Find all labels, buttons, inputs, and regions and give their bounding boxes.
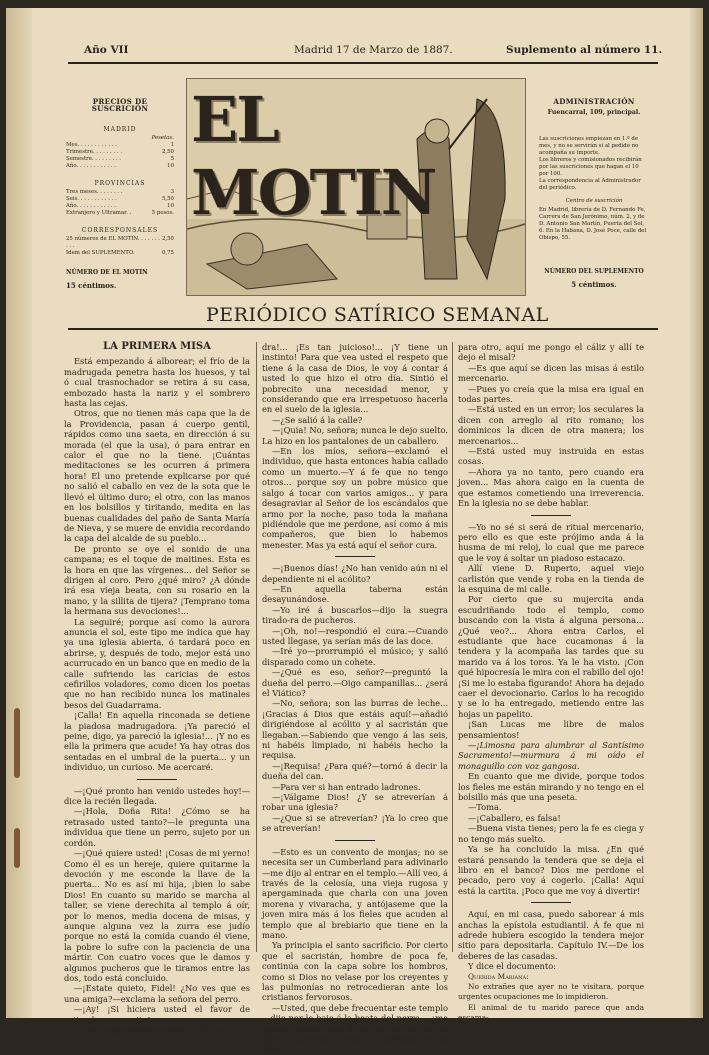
article-column-1 [64, 342, 250, 1035]
centro-text: En Madrid, librería de D. Fernando Fe, Carrera de San Jerónimo, núm. 2, y de D. Antonio San Martín, Puerta del Sol, 6. En la Habana, D. José Poce, calle del Obispo, 55. [539, 207, 647, 241]
paragraph: —¿Que si se atreverían? ¡Ya lo creo que se atreverían! [262, 812, 448, 834]
supplement-number: Suplemento al número 11. [506, 44, 663, 56]
newspaper-subtitle: PERIÓDICO SATÍRICO SEMANAL [206, 304, 549, 326]
price-row: Seis. . . . . . . . . . . . 5,50 [66, 196, 174, 202]
administration-box [539, 98, 649, 288]
admin-note: La correspondencia al Administrador del periódico. [539, 178, 641, 191]
paragraph: —Está usted en un error; los seculares la dicen con arreglo al rito romano; los dominicos la dicen de otra manera; los mercenarios... [458, 404, 644, 446]
paragraph: Otros, que no tienen más capa que la de la Providencia, pasan á cuerpo gentil, rápidos como una saeta, en dirección á su morada (el que la usa), ó para entrar en calor el que no la tiene. ¡Cuántas meditaciones se les ocurren á primera hora! El uno pretende explicarse por qué no salió el caballo en vez de la sota que le llevó el último duro; el otro, con las manos en los bolsillos y tiritando, medita en las buenas cualidades del paño de Santa María de Nieva, y se muere de envidia recordando la capa del alcalde de su pueblo... [64, 408, 250, 544]
supplement-price: 5 céntimos. [571, 280, 617, 289]
letter-paragraph: El animal de tu marido parece que anda escama- [458, 1002, 644, 1023]
paragraph: —¡Hola, Doña Rita! ¿Cómo se ha retrasado usted tanto?—le pregunta una individua que tiene un perro, sujeto por un cordón. [64, 806, 250, 848]
paragraph: —Está usted muy instruida en estas cosas. [458, 446, 644, 467]
paragraph: —¡Quia! No, señora; nunca le dejo suelto. La hizo en los pantalones de un caballero. [262, 425, 448, 446]
section-separator [137, 779, 177, 780]
admin-heading: ADMINISTRACIÓN [553, 97, 635, 106]
paragraph: —No, señora; son las burras de leche... ¡Gracias á Dios que estáis aquí!—añadió dirigiéndose al acólito y al sacristán que llegaban.—Sabiendo que vengo á las seis, ni habéis limpiado, ni habéis hecho la requisa. [262, 698, 448, 761]
paragraph: —Pues yo creía que la misa era igual en todas partes. [458, 383, 644, 405]
number-label: NÚMERO DE EL MOTIN [66, 269, 148, 276]
admin-address: Fuencarral, 109, principal. [547, 109, 641, 116]
admin-note: Las suscriciones empiezan en 1.º de mes, y no se servirán si al pedido no acompaña su importe. [539, 136, 639, 156]
paragraph: De pronto se oye el sonido de una campana; es el toque de maitines. Esta es la hora en que las vírgenes... del Señor se dirigen al coro. Pero ¿qué miro? ¿A dónde irá esa vieja beata, con su rosario en la mano, y la sillita de tijera? ¡Temprano toma la hermana sus devociones!... [64, 543, 250, 617]
paragraph: —Esto es un convento de monjas; no se necesita ser un Cumberland para adivinarlo—me dijo al entrar en el templo.—Allí veo, á través de la celosía, una vieja rugosa y apergaminada que charla con una joven morena y vivaracha, y antójaseme que la joven mira más á los fieles que acuden al templo que al brebiario que tiene en la mano. [262, 846, 448, 940]
paragraph: dra!... ¡Es tan juicioso!... ¡Y tiene un instinto! Para que vea usted el respeto que tiene á la casa de Dios, le voy á contar á usted lo que hizo el otro día. Sintió el pobrecito una necesidad menor, y considerando que era irrespetuoso hacerla en el suelo de la iglesia... [262, 342, 448, 415]
binding-stain [14, 708, 20, 778]
subscription-heading: PRECIOS DE SUSCRICIÓN [91, 97, 149, 113]
paragraph: —¡Qué quiere usted! ¡Cosas de mi yerno! Como él es un hereje, quiere quitarme la devoción y me esconde la llave de la puerta... No es así mi hija, ¡bien lo sabe Dios! En cuanto su marido se marcha al taller, se viene derechita al templo á oír, por lo menos, media docena de misas, y aunque alguna vez la zurra ese judío porque no está la comida cuando él viene, la pobre lo sufre con la paciencia de una mártir. Con cuatro voces que le damos y algunos pucheros que le tiramos entre las dos, todo está concluido. [64, 848, 250, 983]
paragraph: —En aquella taberna están desayunándose. [262, 583, 448, 605]
paragraph: —¡Válgame Dios! ¿Y se atreverían á robar una iglesia? [262, 792, 448, 813]
price-row: Idem del SUPLEMENTO. 0,75 [66, 250, 174, 256]
paragraph: —¡Buenos días! ¿No han venido aún ni el dependiente ni el acólito? [262, 563, 448, 584]
price-row: Tres meses. . . . . . . . 3 [66, 189, 174, 195]
paragraph: —Iré yo—prorrumpió el músico; y salió disparado como un cohete. [262, 646, 448, 667]
paragraph: ¡San Lucas me libre de malos pensamientos! [458, 719, 644, 740]
issue-year: Año VII [84, 44, 129, 56]
subscription-box [66, 98, 174, 289]
price-row: Extranjero y Ultramar. . 5 pesos. [66, 210, 174, 216]
correspondents-label: CORRESPONSALES [81, 227, 159, 234]
paragraph: En cuanto que me divide, porque todos los fieles me están mirando y no tengo en el bolsillo más que una peseta. [458, 771, 644, 803]
paragraph: —¡Requisa! ¿Para qué?—tornó á decir la dueña del can. [262, 760, 448, 782]
paragraph: —¡Caballero, es falsa! [468, 812, 561, 823]
article-title: LA PRIMERA MISA [103, 341, 211, 352]
price-row: Semestre. . . . . . . . . 5 [66, 156, 174, 162]
paragraph: —Toma. [468, 802, 502, 813]
section-separator [335, 556, 375, 557]
paragraph: —¿Qué es eso, señor?—preguntó la dueña del perro.—Oigo campanillas... ¿será el Viático? [262, 667, 448, 698]
paragraph: —¡Oh, no!—respondió el cura.—Cuando usted llegase, ya serían más de las doce. [262, 625, 448, 646]
page-edge-right [689, 8, 703, 1018]
paragraph: —¿Se salió á la calle? [272, 414, 363, 425]
paragraph: —Yo no sé si será de ritual mercenario, pero ello es que este prójimo anda á la husma de mi reloj, lo cual que me parece que le voy á soltar un piadoso estacazo. [458, 521, 644, 563]
paragraph: Por cierto que su mujercita anda escudriñando todo el templo, como buscando con la vista á alguna persona... ¿Qué veo?... Ahora entra Carlos, el estudiante que hace cucamonas á la tendera y la acompaña las tardes que su marido va á los toros. Ya le ha visto. ¡Con qué hipocresía le mira con el rabillo del ojo! ¡Si me lo estaba figurando! Ahora ha dejado caer el devocionario. Carlos lo ha recogido y se lo ha entregado, metiendo entre las hojas un papelito. [458, 594, 644, 719]
subtitle-rule [68, 328, 658, 330]
madrid-label: MADRID [103, 126, 137, 133]
paragraph: —En los míos, señora—exclamó el individuo, que hasta entonces había callado como un muerto.—Y á fe que no tengo otros... porque soy un pobre músico que salgo á tocar con varios amigos... y para desagraviar al Señor de los escándalos que armo por la noche, paso toda la mañana pidiéndole que me perdone, así como á mis compañeros, que bien lo habemos menester. Mas ya está aquí el señor cura. [262, 446, 448, 550]
paragraph: —Yo iré á buscarlos—dijo la suegra tirado-ra de pucheros. [262, 604, 448, 626]
provinces-label: PROVINCIAS [94, 180, 146, 187]
price-row: Año. . . . . . . . . . . . 10 [66, 203, 174, 209]
price-row: 25 números de EL MOTIN. . . . . . . . . . 2,50 [66, 236, 174, 249]
paragraph: para otro, aquí me pongo el cáliz y allí te dejo el misal? [458, 342, 644, 363]
supplement-label: NÚMERO DEL SUPLEMENTO [544, 268, 644, 275]
admin-note: Los libreros y comisionados recibirán por las suscriciones que hagan el 10 por 100. [539, 157, 642, 177]
paragraph: —¡Ay! ¡Si hiciera usted el favor de retirarle un poquito!... [64, 1004, 250, 1025]
price-row: Trimestre. . . . . . . . . 2,50 [66, 149, 174, 155]
logo-text: EL MOTIN [191, 83, 436, 229]
paragraph: Ya se ha concluido la misa. ¿En qué estará pensando la tendera que se deja el libro en el banco? Dios me perdone el pecado, pero voy á cogerlo. ¡Calla! Aquí está la cartita. ¡Poco que me voy á divertir! [458, 844, 644, 896]
madrid-prices [66, 142, 174, 170]
newspaper-page [6, 8, 703, 1055]
header-rule [68, 62, 658, 64]
paragraph: Ya principia el santo sacrificio. Por cierto que el sacristán, hombre de poca fe, continúa con la capa sobre los hombros, como si Dios no velase por los creyentes y las pulmonías no retrocedieran ante los cristianos fervorosos. [262, 940, 448, 1003]
section-separator [531, 902, 571, 903]
paragraph: Está empezando á alborear; el frío de la madrugada penetra hasta los huesos, y tal ó cual trasnochador se retira á su casa, embozado hasta la nariz y el sombrero hasta las cejas. [64, 356, 250, 409]
paragraph: —Usted, que debe frecuentar este templo—dije por lo bajo á la beata del perro,—¿me quiere explicar qué lío es ése que se trae el señor sacerdote yendo y viniendo de un altar [262, 1002, 448, 1055]
paragraph: —¡No tenga usted cuidado!... ¡Si no la- [74, 1025, 238, 1035]
paragraph: —¡Limosna para alumbrar al Santísimo Sacramento!—murmura á mi oído el monaguillo con voz gangosa. [458, 740, 644, 771]
article-column-2 [262, 342, 448, 1055]
number-price: 15 céntimos. [66, 281, 117, 290]
paragraph: Y dice el documento: [468, 961, 557, 972]
paragraph: —¡Estate quieto, Fidel! ¿No ves que es una amiga?—exclama la señora del perro. [64, 983, 250, 1004]
paragraph: —Para ver si han entrado ladrones. [272, 781, 421, 792]
section-separator [531, 515, 571, 516]
paragraph: —Ahora ya no tanto, pero cuando era joven... Mas ahora caigo en la cuenta de que estamos cometiendo una irreverencia. En la iglesia no se debe hablar. [458, 466, 644, 509]
paragraph: La seguiré; porque así como la aurora anuncia el sol, este tipo me indica que hay ya una iglesia abierta, ó tardará poco en abrirse, y, después de todo, mejor está uno acurrucado en un banco que en medio de la calle sufriendo las caricias de estos cefirillos voladores, como dicen los poetas que no han recibido nunca los matinales besos del Guadarrama. [64, 616, 250, 710]
issue-date: Madrid 17 de Marzo de 1887. [294, 44, 453, 56]
letter-paragraph: No extrañes que ayer no te visitara, porque urgentes ocupaciones me lo impidieron. [458, 981, 644, 1002]
paragraph: Aquí, en mi casa, puedo saborear á mis anchas la epístola estudiantil. Á fe que ni adrede hubiera escogido la tendera mejor sitio para depositarla. Capítulo IV.—De los deberes de las casadas. [458, 909, 644, 961]
centro-label: Centro de suscrición [565, 198, 623, 204]
column-divider [256, 342, 257, 952]
paragraph: ¡Calla! En aquella rinconada se detiene la piadosa madrugadora. ¡Ya pareció el peine, digo, ya pareció la iglesia!... ¡Y no es ella la primera que acude! Ya hay otras dos sentadas en el umbral de la puerta... y un individuo, un curioso. Me acercaré. [64, 710, 250, 773]
section-separator [335, 840, 375, 841]
masthead-illustration [186, 78, 526, 296]
letter-salutation: Querida Mariana: [468, 971, 529, 981]
price-row: Año. . . . . . . . . . . . 10 [66, 163, 174, 169]
province-prices [66, 189, 174, 217]
paragraph: Allí viene D. Ruperto, aquel viejo carlistón que vende y roba en la tienda de la esquina de mi calle. [458, 563, 644, 594]
binding-stain [14, 828, 20, 868]
paragraph: —¡Qué pronto han venido ustedes hoy!—dice la recién llegada. [64, 785, 250, 807]
price-row: Mes. . . . . . . . . . . . 1 [66, 142, 174, 148]
paragraph: —Es que aquí se dicen las misas á estilo mercenario. [458, 362, 644, 384]
article-column-3 [458, 342, 644, 1024]
currency-label: Pesetas. [151, 135, 174, 141]
paragraph: —Buena vista tienes; pero la fe es ciega y no tengo más suelto. [458, 823, 644, 844]
column-divider [452, 342, 453, 952]
